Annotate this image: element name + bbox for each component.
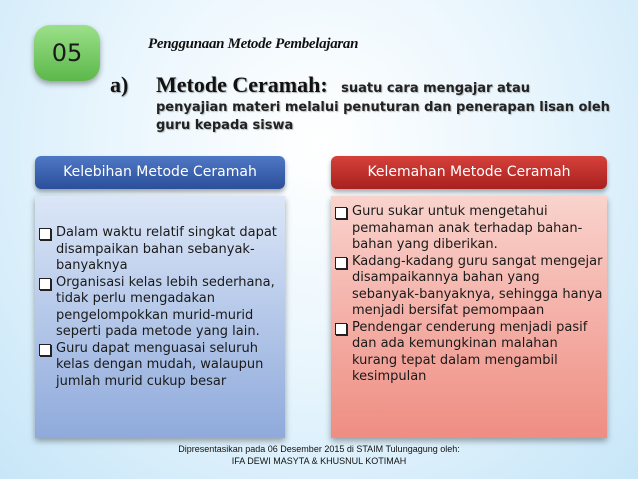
list-item	[335, 320, 605, 386]
list-item-text: Guru dapat menguasai seluruh kelas dengan mudah, walaupun jumlah murid cukup besar	[56, 340, 264, 389]
list-item	[39, 225, 283, 275]
heading-term-wrap	[110, 72, 333, 97]
slide-number-badge: 05	[34, 25, 100, 81]
disadvantages-box	[331, 196, 607, 438]
footer	[0, 443, 638, 467]
heading-desc-first: suatu cara mengajar atau	[341, 81, 530, 96]
heading-label: a)	[110, 72, 129, 97]
heading-term: Metode Ceramah:	[156, 72, 328, 97]
list-item-text: Organisasi kelas lebih sederhana, tidak perlu mengadakan pengelompokkan murid-murid seperti pada metode yang lain.	[56, 274, 275, 339]
heading-desc-rest: penyajian materi melalui penuturan dan penerapan lisan oleh guru kepada siswa	[156, 100, 610, 133]
footer-line-1: Dipresentasikan pada 06 Desember 2015 di STAIM Tulungagung oleh:	[178, 444, 460, 454]
list-item	[335, 204, 605, 254]
checkbox-bullet-icon	[39, 278, 51, 290]
checkbox-bullet-icon	[335, 207, 347, 219]
checkbox-bullet-icon	[335, 257, 347, 269]
footer-line-2: IFA DEWI MASYTA & KHUSNUL KOTIMAH	[231, 456, 407, 466]
left-column-header: Kelebihan Metode Ceramah	[35, 156, 285, 189]
list-item-text: Guru sukar untuk mengetahui pemahaman anak terhadap bahan-bahan yang diberikan.	[352, 204, 583, 252]
checkbox-bullet-icon	[335, 323, 347, 335]
checkbox-bullet-icon	[39, 228, 51, 240]
checkbox-bullet-icon	[39, 344, 51, 356]
list-item	[39, 275, 283, 341]
right-column-header: Kelemahan Metode Ceramah	[331, 156, 607, 189]
advantages-list	[39, 225, 283, 390]
list-item	[39, 341, 283, 391]
list-item-text: Kadang-kadang guru sangat mengejar disampaikannya bahan yang sebanyak-banyaknya, sehingga hanya menjadi bersifat pemompaan	[352, 253, 603, 318]
list-item-text: Dalam waktu relatif singkat dapat disampaikan bahan sebanyak-banyaknya	[56, 225, 277, 273]
list-item	[335, 254, 605, 320]
disadvantages-list	[335, 204, 605, 386]
slide-title: Penggunaan Metode Pembelajaran	[148, 36, 359, 52]
heading-row	[110, 72, 610, 98]
advantages-box	[35, 196, 285, 438]
list-item-text: Pendengar cenderung menjadi pasif dan ada kemungkinan malahan kurang tepat dalam mengambil kesimpulan	[352, 319, 588, 384]
